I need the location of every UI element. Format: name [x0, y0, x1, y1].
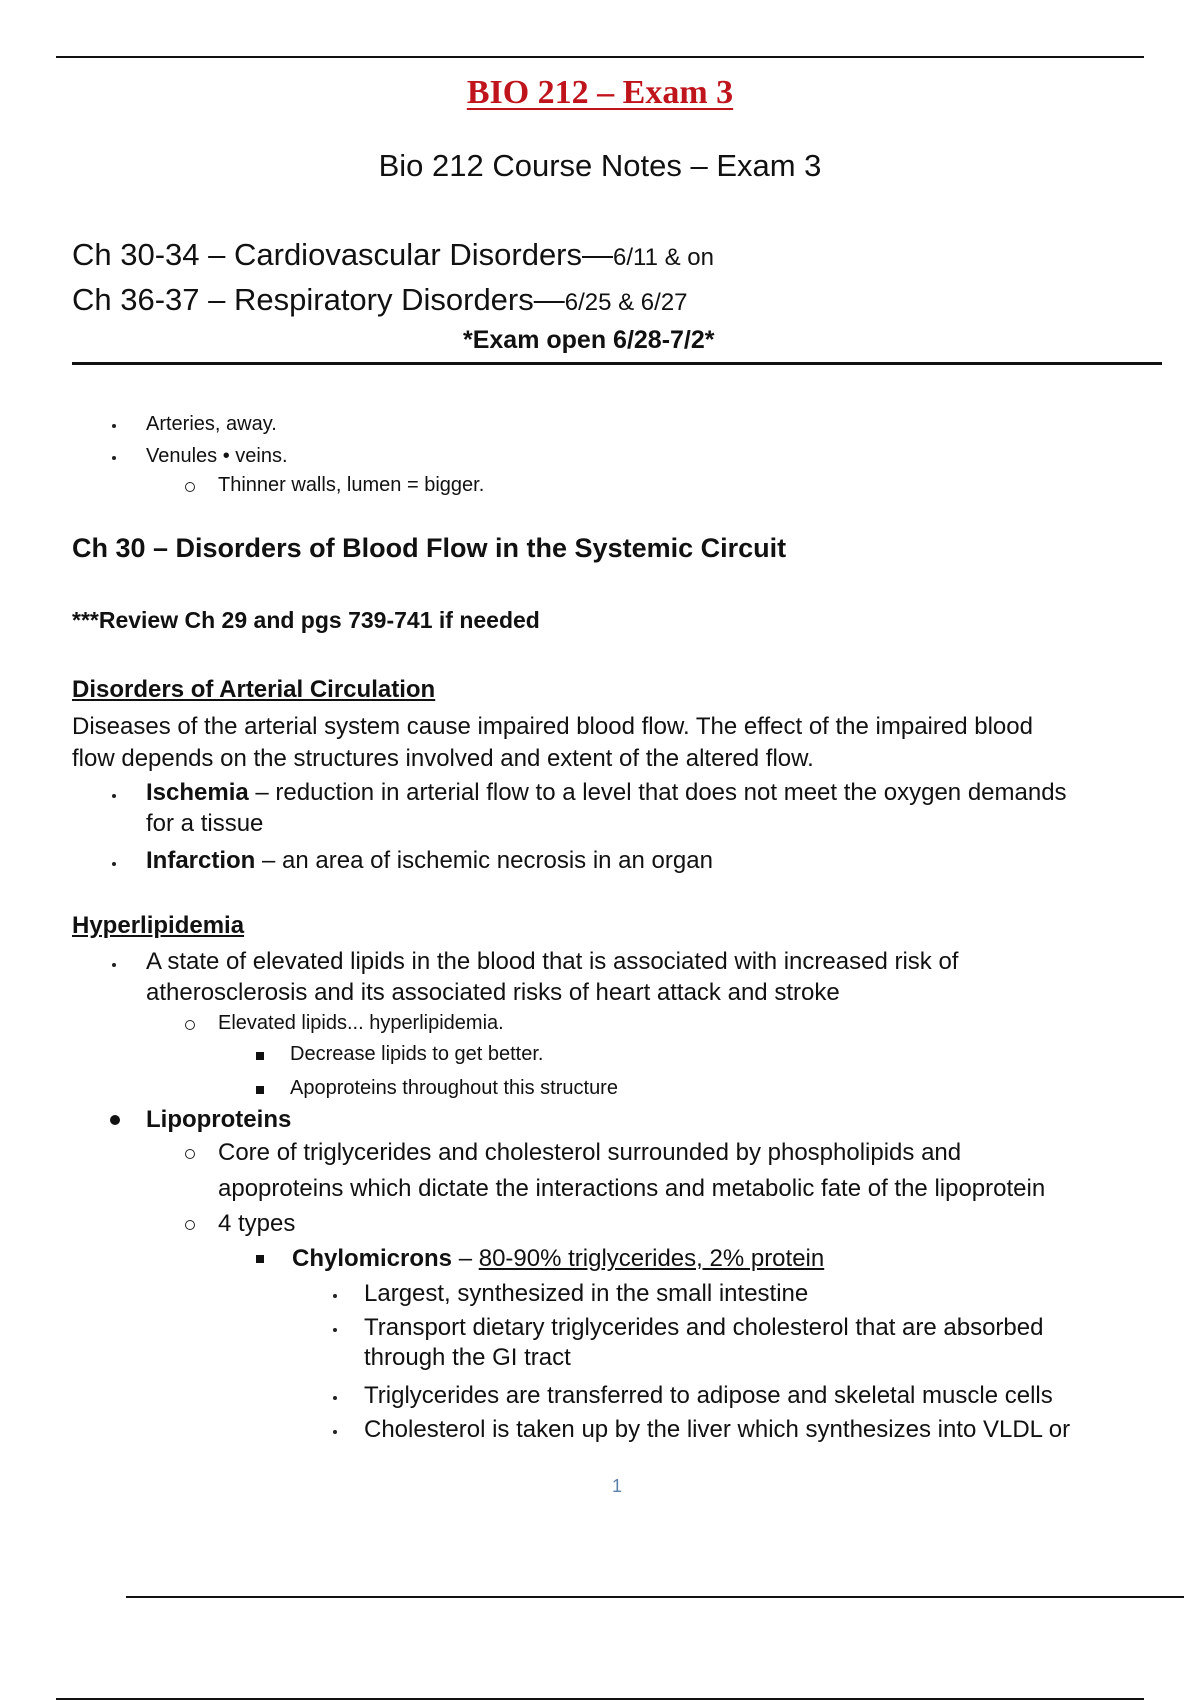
chapter-line-cardio — [72, 237, 714, 273]
bullet-icon — [112, 424, 116, 428]
infarction-item — [146, 845, 713, 877]
chapter-date: 6/25 & 6/27 — [564, 289, 688, 316]
intro-item-arteries: Arteries, away. — [146, 413, 277, 435]
bullet-icon — [333, 1294, 337, 1298]
bullet-icon — [112, 963, 116, 967]
chapter-30-heading: Ch 30 – Disorders of Blood Flow in the Systemic Circuit — [72, 533, 787, 563]
footer-rule — [126, 1596, 1184, 1598]
ischemia-term: Ischemia — [146, 779, 249, 806]
bullet-icon — [112, 456, 116, 460]
exam-open-dates: *Exam open 6/28-7/2* — [463, 326, 715, 354]
ischemia-definition-cont: for a tissue — [146, 810, 264, 837]
ischemia-definition: – reduction in arterial flow to a level that does not meet the oxygen demands — [248, 779, 1067, 806]
lipoproteins-label: Lipoproteins — [146, 1106, 292, 1133]
review-note: ***Review Ch 29 and pgs 739-741 if needed — [72, 607, 540, 633]
bottom-rule — [56, 1698, 1144, 1700]
chapter-label: Ch 36-37 – Respiratory Disorders— — [72, 282, 565, 317]
arterial-heading: Disorders of Arterial Circulation — [72, 676, 436, 703]
exam-title: BIO 212 – Exam 3 — [466, 74, 734, 111]
bullet-icon — [110, 1115, 120, 1125]
intro-item-venules: Venules • veins. — [146, 445, 288, 467]
circle-bullet-icon — [185, 1149, 195, 1159]
bullet-icon — [333, 1328, 337, 1332]
lipoprotein-core-line2: apoproteins which dictate the interactions and metabolic fate of the lipoprotein — [218, 1175, 1046, 1202]
square-bullet-icon — [256, 1052, 264, 1060]
chylo-point: Transport dietary triglycerides and cholesterol that are absorbed — [364, 1314, 1044, 1341]
hyperlipidemia-heading: Hyperlipidemia — [72, 912, 245, 939]
header-rule — [72, 362, 1162, 365]
top-rule — [56, 56, 1144, 58]
chapter-label: Ch 30-34 – Cardiovascular Disorders— — [72, 237, 614, 272]
chylo-point: Triglycerides are transferred to adipose and skeletal muscle cells — [364, 1382, 1053, 1409]
lipoprotein-types: 4 types — [218, 1210, 296, 1237]
chylomicrons-dash: – — [452, 1245, 479, 1272]
lipoprotein-core-line1: Core of triglycerides and cholesterol surrounded by phospholipids and — [218, 1139, 962, 1166]
circle-bullet-icon — [185, 482, 195, 492]
course-notes-title: Bio 212 Course Notes – Exam 3 — [378, 148, 822, 183]
ischemia-item — [146, 777, 1067, 809]
arterial-paragraph-line2: flow depends on the structures involved and extent of the altered flow. — [72, 745, 814, 772]
chylo-point: Cholesterol is taken up by the liver which synthesizes into VLDL or — [364, 1416, 1071, 1443]
circle-bullet-icon — [185, 1020, 195, 1030]
chapter-line-resp — [72, 282, 688, 318]
bullet-icon — [333, 1396, 337, 1400]
square-bullet-icon — [256, 1255, 264, 1263]
chylo-point: Largest, synthesized in the small intestine — [364, 1280, 809, 1307]
page-number: 1 — [612, 1476, 623, 1496]
intro-subitem-walls: Thinner walls, lumen = bigger. — [218, 474, 485, 496]
bullet-icon — [333, 1430, 337, 1434]
note-elevated-lipids: Elevated lipids... hyperlipidemia. — [218, 1012, 504, 1034]
infarction-definition: – an area of ischemic necrosis in an organ — [255, 847, 713, 874]
note-decrease-lipids: Decrease lipids to get better. — [290, 1043, 544, 1065]
chylomicrons-item — [292, 1243, 824, 1275]
bullet-icon — [112, 794, 116, 798]
arterial-paragraph-line1: Diseases of the arterial system cause impaired blood flow. The effect of the impaired blood — [72, 713, 1033, 740]
infarction-term: Infarction — [146, 847, 256, 874]
hyperlipidemia-def-line1: A state of elevated lipids in the blood that is associated with increased risk of — [146, 948, 959, 975]
note-apoproteins: Apoproteins throughout this structure — [290, 1077, 618, 1099]
hyperlipidemia-def-line2: atherosclerosis and its associated risks of heart attack and stroke — [146, 979, 840, 1006]
bullet-icon — [112, 862, 116, 866]
chapter-date: 6/11 & on — [613, 244, 714, 271]
square-bullet-icon — [256, 1086, 264, 1094]
chylo-point-cont: through the GI tract — [364, 1344, 571, 1371]
chylomicrons-composition: 80-90% triglycerides, 2% protein — [478, 1245, 825, 1272]
circle-bullet-icon — [185, 1220, 195, 1230]
chylomicrons-term: Chylomicrons — [292, 1245, 453, 1272]
